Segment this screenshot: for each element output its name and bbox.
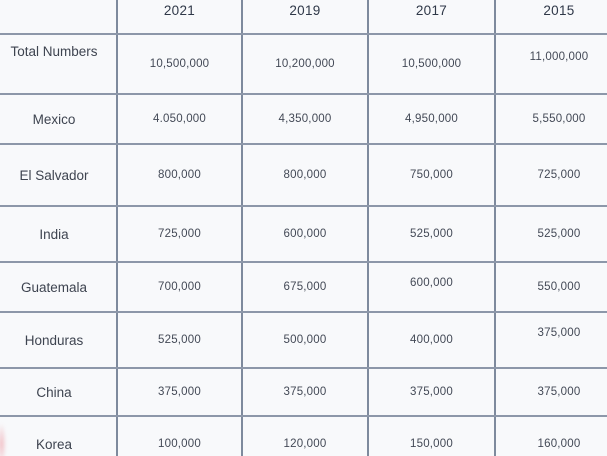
- column-header-2017: 2017: [369, 0, 496, 33]
- table-cell: 120,000: [243, 417, 369, 456]
- table-cell: 10,500,000: [369, 35, 496, 93]
- table-cell: 400,000: [369, 313, 496, 367]
- column-header-2021: 2021: [118, 0, 243, 33]
- table-cell: 675,000: [243, 263, 369, 311]
- table-cell: 375,000: [243, 369, 369, 415]
- table-cell: 725,000: [118, 207, 243, 261]
- table-row: [0, 143, 607, 205]
- table-cell: 550,000: [537, 281, 581, 293]
- table-cell: 5,550,000: [532, 113, 586, 125]
- table-cell: 10,500,000: [118, 35, 243, 93]
- row-label: India: [0, 207, 118, 261]
- table-cell: 10,200,000: [243, 35, 369, 93]
- row-label: China: [0, 369, 118, 415]
- row-label: Korea: [0, 417, 118, 456]
- table-cell: 700,000: [118, 263, 243, 311]
- table-row: [0, 33, 607, 93]
- table-header-row: [0, 0, 607, 33]
- table-cell: 800,000: [243, 145, 369, 205]
- table-cell: 525,000: [118, 313, 243, 367]
- table-cell: 525,000: [537, 228, 581, 240]
- column-header-2019: 2019: [243, 0, 369, 33]
- table-cell: 600,000: [369, 263, 496, 311]
- table-cell: 11,000,000: [529, 51, 589, 63]
- table-cell: 600,000: [243, 207, 369, 261]
- row-label: Total Numbers: [0, 35, 118, 93]
- table-cell: 375,000: [369, 369, 496, 415]
- table-cell: 150,000: [369, 417, 496, 456]
- row-label: Mexico: [0, 95, 118, 143]
- table-cell: 4,950,000: [369, 95, 496, 143]
- table-cell: 100,000: [118, 417, 243, 456]
- table-cell: 750,000: [369, 145, 496, 205]
- row-label: Honduras: [0, 313, 118, 367]
- row-label: Guatemala: [0, 263, 118, 311]
- row-label: El Salvador: [0, 145, 118, 205]
- table-cell: 4.050,000: [118, 95, 243, 143]
- table-row: [0, 93, 607, 143]
- table-cell: 525,000: [369, 207, 496, 261]
- table-row: [0, 311, 607, 367]
- column-header-2015: 2015: [543, 3, 575, 18]
- table-cell: 800,000: [118, 145, 243, 205]
- table-row: [0, 261, 607, 311]
- table-cell: 500,000: [243, 313, 369, 367]
- table-cell: 4,350,000: [243, 95, 369, 143]
- table-cell: 375,000: [537, 327, 581, 339]
- table-body: [0, 33, 607, 456]
- table-cell: 375,000: [118, 369, 243, 415]
- table-row: [0, 367, 607, 415]
- table-cell: 375,000: [537, 386, 581, 398]
- table-row: [0, 205, 607, 261]
- table-row: [0, 415, 607, 456]
- table-cell: 725,000: [537, 169, 581, 181]
- corner-cell: [0, 0, 118, 33]
- table-cell: 160,000: [537, 438, 581, 450]
